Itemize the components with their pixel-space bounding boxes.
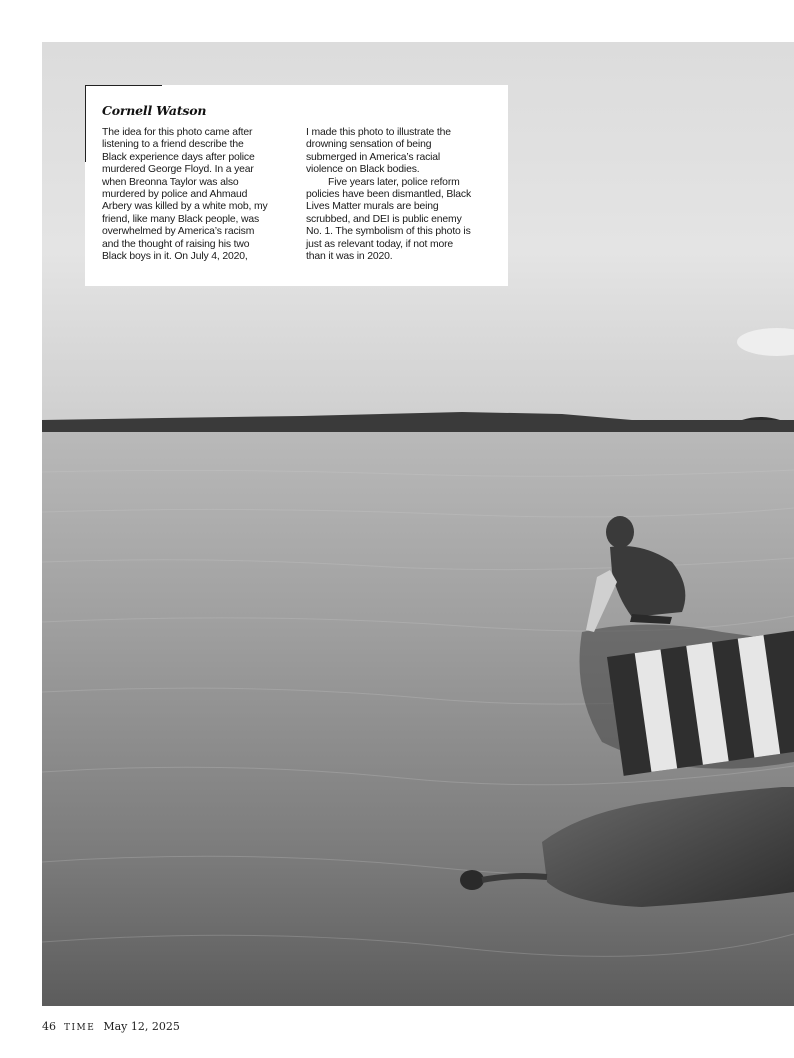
page-number: 46 (42, 1020, 56, 1033)
page-footer (42, 1020, 180, 1033)
issue-date: May 12, 2025 (103, 1020, 180, 1033)
caption-box (85, 85, 508, 286)
corner-rule-left (85, 85, 86, 162)
corner-rule-top (85, 85, 162, 86)
caption-paragraph: Five years later, police reform policies have been dismantled, Black Lives Matter murals are being scrubbed, and DEI is public enemy No. 1. The symbolism of this photo is just as relevant today, if not more than it was in 2020. (306, 176, 471, 263)
caption-columns (102, 127, 490, 263)
caption-paragraph: The idea for this photo came after listening to a friend describe the Black experience days after police murdered George Floyd. In a year when Breonna Taylor was also murdered by police and Ahmaud Arbery was killed by a white mob, my friend, like many Black people, was overwhelmed by America’s racism and the thought of raising his two Black boys in it. On July 4, 2020, (102, 127, 268, 263)
caption-column-1 (102, 127, 270, 263)
magazine-name: TIME (64, 1023, 96, 1033)
caption-paragraph: I made this photo to illustrate the drowning sensation of being submerged in America’s racial violence on Black bodies. (306, 127, 451, 176)
caption-column-2 (306, 127, 474, 263)
photographer-name: Cornell Watson (102, 103, 207, 118)
